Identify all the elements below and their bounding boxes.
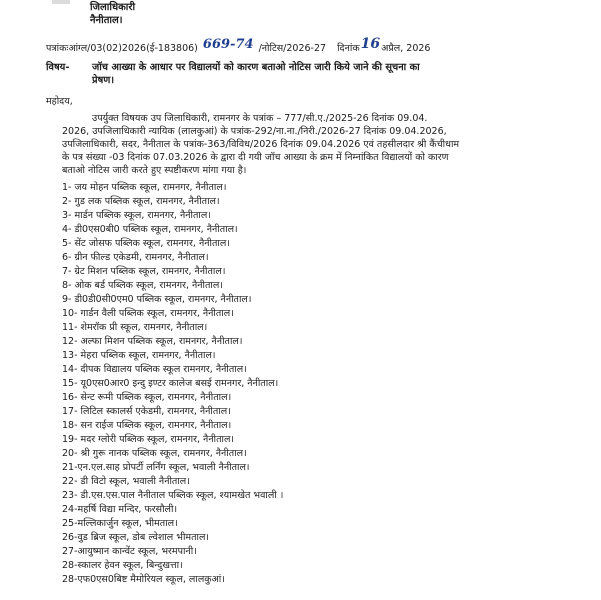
body-line-1: उपर्युक्त विषयक उप जिलाधिकारी, रामनगर के पत्रांक – 777/सी.ए./2025-26 दिनांक 09.04. <box>92 113 428 124</box>
school-item: 16- सेन्ट रूमी पब्लिक स्कूल, रामनगर, नैनीताल। <box>62 392 232 403</box>
handwritten-dispatch-number: 669-74 <box>202 37 254 52</box>
subject-label: विषय- <box>46 62 70 73</box>
school-item: 8- ओक बर्ड पब्लिक स्कूल, रामनगर, नैनीताल। <box>62 280 223 291</box>
date-month-year: अप्रैल, 2026 <box>381 43 431 54</box>
school-item: 10- गार्डन वैली पब्लिक स्कूल, रामनगर, नैनीताल। <box>62 308 234 319</box>
office-place: नैनीताल। <box>90 15 123 26</box>
school-item: 6- ग्रीन फील्ड एकेडमी, रामनगर, नैनीताल। <box>62 252 209 263</box>
school-item: 22- डी विटो स्कूल, भवाली नैनीताल। <box>62 476 190 487</box>
school-item: 12- अल्फा मिशन पब्लिक स्कूल, रामनगर, नैनीताल। <box>62 336 243 347</box>
subject-line-1: जॉच आख्या के आधार पर विद्यालयों को कारण बताओ नोटिस जारी किये जाने की सूचना का <box>92 62 420 73</box>
school-item: 1- जय मोहन पब्लिक स्कूल, रामनगर, नैनीताल। <box>62 182 227 193</box>
school-item: 27-आयुष्मान कान्वेंट स्कूल, भरमपानी। <box>62 546 197 557</box>
school-item: 4- डी0एस0बी0 पब्लिक स्कूल, रामनगर, नैनीताल। <box>62 224 238 235</box>
school-item: 15- यू0एस0आर0 इन्दु इण्टर कालेज बसई रामनगर, नैनीताल। <box>62 378 279 389</box>
school-item: 20- श्री गुरू नानक पब्लिक स्कूल, रामनगर, नैनीताल। <box>62 448 247 459</box>
date-label: दिनांक <box>337 43 360 54</box>
school-item: 25-मल्लिकार्जुन स्कूल, भीमताल। <box>62 518 178 529</box>
salutation: महोदय, <box>46 96 73 107</box>
reference-line <box>46 36 431 55</box>
reference-label: पत्रांकःआंग्ल/03(02)2026(ई-183806) <box>46 43 198 54</box>
body-line-4: के पत्र संख्या -03 दिनांक 07.03.2026 के द्वारा दी गयी जॉच आख्या के क्रम में निम्नांकित विद्यालयों को कारण <box>62 152 449 163</box>
school-item: 28-एफ0एस0बिष्ट मैमोरियल स्कूल, लालकुआं। <box>62 574 225 585</box>
school-item: 24-महर्षि विद्या मन्दिर, फरसौली। <box>62 504 178 515</box>
school-item: 21-एन.एल.साह प्रोपर्टी लर्निंग स्कूल, भवाली नैनीताल। <box>62 462 250 473</box>
school-item: 11- शेमरॉक प्री स्कूल, रामनगर, नैनीताल। <box>62 322 208 333</box>
school-item: 19- मदर ग्लोरी पब्लिक स्कूल, रामनगर, नैनीताल। <box>62 434 234 445</box>
office-title: जिलाधिकारी <box>90 2 136 13</box>
school-item: 9- डी0डी0सी0एम0 पब्लिक स्कूल, रामनगर, नैनीताल। <box>62 294 252 305</box>
school-item: 18- सन राईज पब्लिक स्कूल, रामनगर, नैनीताल। <box>62 420 232 431</box>
school-item: 26-वुड ब्रिज स्कूल, डोब ल्वेशाल भीमताल। <box>62 532 209 543</box>
school-item: 3- मार्डन पब्लिक स्कूल, रामनगर, नैनीताल। <box>62 210 211 221</box>
body-line-3: उपजिलाधिकारी, सदर, नैनीताल के पत्रांक-363/विविध/2026 दिनांक 09.04.2026 एवं तहसीलदार श्री कैंचीधाम <box>62 139 460 150</box>
body-line-5: बताओ नोटिस जारी करते हुए स्पष्टीकरण मांगा गया है। <box>62 165 247 176</box>
school-item: 2- गुड लक पब्लिक स्कूल, रामनगर, नैनीताल। <box>62 196 220 207</box>
subject-line-2: प्रेषण। <box>92 75 115 86</box>
top-edge-mark <box>52 0 70 4</box>
school-item: 23- डी.एस.एस.पाल नैनीताल पब्लिक स्कूल, श्यामखेत भवाली । <box>62 490 284 501</box>
school-item: 17- लिटिल स्कालर्स एकेडमी, रामनगर, नैनीताल। <box>62 406 231 417</box>
school-item: 7- ग्रेट मिशन पब्लिक स्कूल, रामनगर, नैनीताल। <box>62 266 226 277</box>
school-item: 5- सेंट जोसफ पब्लिक स्कूल, रामनगर, नैनीताल। <box>62 238 230 249</box>
body-line-2: 2026, उपजिलाधिकारी न्यायिक (लालकुआं) के पत्रांक-292/ना.ना./निरी./2026-27 दिनांक 09.04.2026, <box>62 126 447 137</box>
school-item: 28-स्कालर हेवन स्कूल, बिन्दुखत्ता। <box>62 560 183 571</box>
handwritten-date-day: 16 <box>360 36 381 52</box>
school-item: 14- दीपक विद्यालय पब्लिक स्कूल रामनगर, नैनीताल। <box>62 364 247 375</box>
reference-suffix: /नोटिस/2026-27 <box>258 43 327 54</box>
school-item: 13- मेहरा पब्लिक स्कूल, रामनगर, नैनीताल। <box>62 350 216 361</box>
